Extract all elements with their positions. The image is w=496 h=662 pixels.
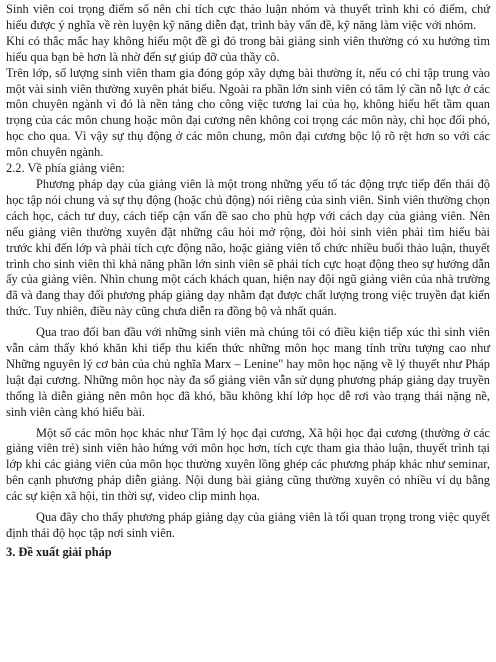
paragraph: Khi có thắc mắc hay không hiểu một đề gì đó trong bài giảng sinh viên thường có xu hướng tìm hiểu qua bạn bè hơn là nhờ đến sự giúp đỡ của thầy cô.	[6, 33, 490, 64]
paragraph: Qua trao đổi ban đầu với những sinh viên mà chúng tôi có điều kiện tiếp xúc thì sinh viên vẫn cảm thấy khó khăn khi tiếp thu kiến thức những môn học mang tính trừu tượng cao như Những nguyên lý cơ bản của chủ nghĩa Marx – Lenine" hay môn học nặng về lý thuyết như Pháp luật đại cương. Những môn học này đa số giảng viên vẫn sử dụng phương pháp giảng dạy truyền thống là diễn giảng nên môn học đã khó, bầu không khí lớp học dễ rơi vào trạng thái nặng nề, sinh viên càng khó hiểu bài.	[6, 325, 490, 419]
subsection-heading: 2.2. Về phía giảng viên:	[6, 161, 125, 176]
paragraph: Phương pháp dạy của giảng viên là một trong những yếu tố tác động trực tiếp đến thái độ học tập nói chung và sự thụ động (hoặc chủ động) nói riêng của sinh viên. Sinh viên thường chọn cách học, cách tư duy, cách tiếp cận vấn đề sao cho phù hợp với cách dạy của giảng viên. Nên nếu giảng viên thường xuyên đặt những câu hỏi mở rộng, đòi hỏi sinh viên phải tìm hiểu bài trước khi đến lớp và phải tích cực động não, hoặc giảng viên tổ chức nhiều buổi thảo luận, thuyết trình cho sinh viên thì khả năng phần lớn sinh viên sẽ phải tích cực hoạt động theo sự hướng dẫn ấy của giảng viên. Nhìn chung một cách khách quan, hiện nay đội ngũ giảng viên của nhà trường đã và đang thay đổi phương pháp giảng dạy nhằm đạt được chất lượng trong việc truyền đạt kiến thức. Tuy nhiên, điều này cũng chưa diễn ra đồng bộ và nhất quán.	[6, 176, 490, 319]
section-heading: 3. Đề xuất giải pháp	[6, 544, 112, 559]
paragraph: Trên lớp, số lượng sinh viên tham gia đóng góp xây dựng bài thường ít, nếu có chỉ tập trung vào một vài sinh viên thường xuyên phát biểu. Ngoài ra phần lớn sinh viên có tâm lý cần nỗ lực ở các môn chuyên ngành vì đó là nền tảng cho công việc tương lai của họ, không hiểu hết tầm quan trọng của các môn chung hoặc môn đại cương nên không coi trọng các môn này, chỉ học đối phó, học cho qua. Vì vậy sự thụ động ở các môn chung, môn đại cương bộc lộ rõ rệt hơn so với các môn chuyên ngành.	[6, 65, 490, 160]
paragraph: Qua đây cho thấy phương pháp giảng dạy của giảng viên là tối quan trọng trong việc quyết định thái độ học tập nơi sinh viên.	[6, 510, 490, 540]
paragraph: Sinh viên coi trọng điểm số nên chỉ tích cực thảo luận nhóm và thuyết trình khi có điểm, chứ hiểu được ý nghĩa về rèn luyện kỹ năng diễn đạt, trình bày vấn đề, kỹ năng làm việc với nhóm.	[6, 2, 490, 32]
document-page	[6, 2, 490, 561]
paragraph: Một số các môn học khác như Tâm lý học đại cương, Xã hội học đại cương (thường ở các giảng viên trẻ) sinh viên hào hứng với môn học hơn, tích cực tham gia thảo luận, thuyết trình tại lớp khi các giảng viên của môn học thường xuyên lồng ghép các phương pháp khác như seminar, bên cạnh phương pháp diễn giảng. Nội dung bài giảng cũng thường xuyên có nhiều ví dụ bằng các sự kiện xã hội, tin thời sự, video clip minh họa.	[6, 425, 490, 504]
